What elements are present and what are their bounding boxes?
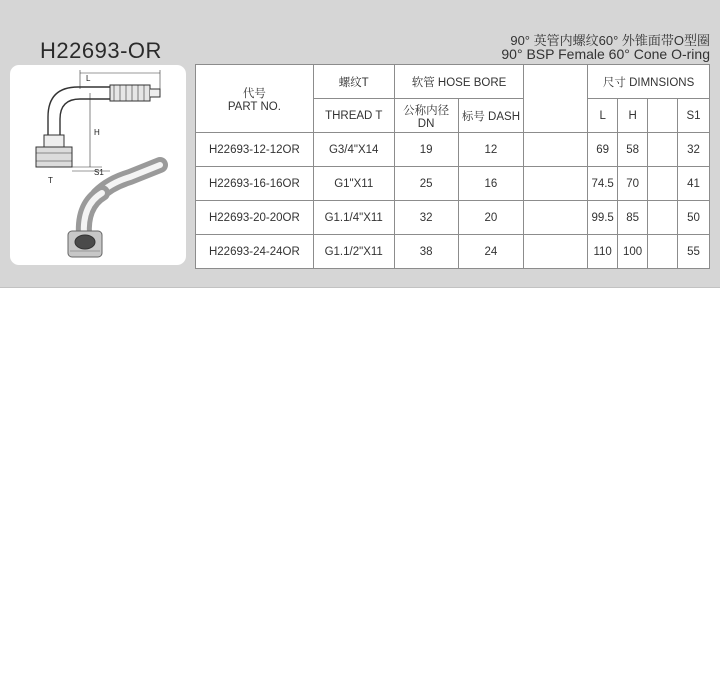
cell-s1: 50 bbox=[678, 201, 710, 235]
cell-blank bbox=[648, 133, 678, 167]
subtitle-english: 90° BSP Female 60° Cone O-ring bbox=[501, 46, 710, 62]
cell-l: 69 bbox=[588, 133, 618, 167]
cell-part: H22693-12-12OR bbox=[196, 133, 314, 167]
cell-thread: G3/4"X14 bbox=[313, 133, 394, 167]
dim-label-s1: S1 bbox=[94, 168, 104, 177]
cell-s1: 32 bbox=[678, 133, 710, 167]
table-row bbox=[196, 201, 710, 235]
cell-dash: 20 bbox=[458, 201, 524, 235]
cell-part: H22693-24-24OR bbox=[196, 235, 314, 269]
cell-s1: 41 bbox=[678, 167, 710, 201]
cell-dash: 24 bbox=[458, 235, 524, 269]
cell-dn: 25 bbox=[394, 167, 458, 201]
cell-l: 74.5 bbox=[588, 167, 618, 201]
product-image-panel bbox=[10, 65, 186, 265]
cell-blank bbox=[648, 235, 678, 269]
cell-blank bbox=[648, 167, 678, 201]
cell-h: 58 bbox=[618, 133, 648, 167]
cell-s1: 55 bbox=[678, 235, 710, 269]
header-dash: 标号 DASH bbox=[458, 99, 524, 133]
cell-dn: 38 bbox=[394, 235, 458, 269]
cell-dn: 19 bbox=[394, 133, 458, 167]
header-blank bbox=[524, 65, 588, 133]
header-thread-en: THREAD T bbox=[313, 99, 394, 133]
cell-h: 70 bbox=[618, 167, 648, 201]
cell-blank bbox=[648, 201, 678, 235]
cell-h: 100 bbox=[618, 235, 648, 269]
header-part-cn: 代号 bbox=[242, 87, 266, 100]
header-part-cell bbox=[196, 65, 314, 133]
header-hose-bore: 软管 HOSE BORE bbox=[394, 65, 524, 99]
subtitle-chinese: 90° 英管内螺纹60° 外锥面带O型圈 bbox=[510, 33, 710, 48]
spec-table bbox=[195, 64, 710, 269]
cell-blank bbox=[524, 167, 588, 201]
header-thread-cn: 螺纹T bbox=[313, 65, 394, 99]
cell-dn: 32 bbox=[394, 201, 458, 235]
dim-label-h: H bbox=[94, 128, 100, 137]
cell-blank bbox=[524, 133, 588, 167]
header-part-en: PART NO. bbox=[227, 100, 281, 113]
table-row bbox=[196, 235, 710, 269]
cell-dash: 12 bbox=[458, 133, 524, 167]
table-row bbox=[196, 167, 710, 201]
cell-thread: G1.1/2"X11 bbox=[313, 235, 394, 269]
header-dimensions: 尺寸 DIMNSIONS bbox=[588, 65, 710, 99]
cell-l: 99.5 bbox=[588, 201, 618, 235]
model-title: H22693-OR bbox=[40, 38, 162, 63]
header-s1: S1 bbox=[678, 99, 710, 133]
header-dim-blank bbox=[648, 99, 678, 133]
fitting-drawing bbox=[10, 65, 186, 265]
cell-blank bbox=[524, 201, 588, 235]
cell-dash: 16 bbox=[458, 167, 524, 201]
table-header-row-1 bbox=[196, 65, 710, 99]
header-l: L bbox=[588, 99, 618, 133]
cell-part: H22693-20-20OR bbox=[196, 201, 314, 235]
cell-part: H22693-16-16OR bbox=[196, 167, 314, 201]
table-row bbox=[196, 133, 710, 167]
dim-label-l: L bbox=[86, 74, 91, 83]
cell-thread: G1"X11 bbox=[313, 167, 394, 201]
header-dn: 公称内径 DN bbox=[394, 99, 458, 133]
dim-label-t: T bbox=[48, 176, 53, 185]
cell-l: 110 bbox=[588, 235, 618, 269]
cell-h: 85 bbox=[618, 201, 648, 235]
header-h: H bbox=[618, 99, 648, 133]
cell-blank bbox=[524, 235, 588, 269]
cell-thread: G1.1/4"X11 bbox=[313, 201, 394, 235]
